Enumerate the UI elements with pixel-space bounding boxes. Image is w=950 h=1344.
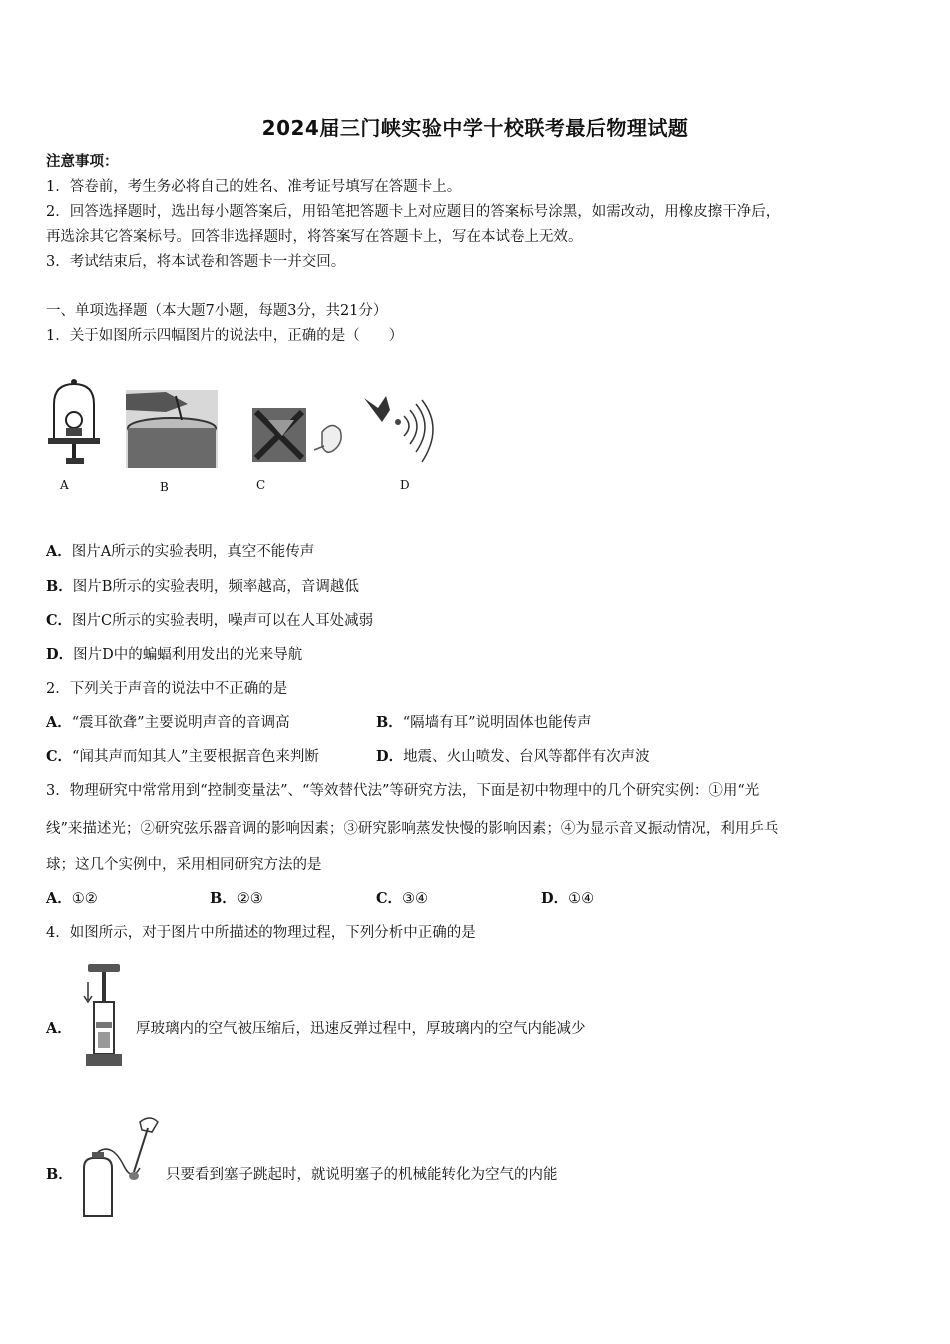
notice-item-2-cont: 再选涂其它答案标号。回答非选择题时，将答案写在答题卡上，写在本试卷上无效。 — [46, 229, 583, 245]
question-4-option-b-text: 只要看到塞子跳起时，就说明塞子的机械能转化为空气的内能 — [166, 1167, 558, 1183]
bat-figure — [360, 392, 446, 470]
figure-label-b: B — [160, 480, 169, 494]
question-1-figures — [44, 372, 449, 497]
question-3-stem-line-1: 3．物理研究中常常用到“控制变量法”、“等效替代法”等研究方法，下面是初中物理中的几个研究实例：①用“光 — [46, 783, 760, 799]
question-1-stem: 1．关于如图所示四幅图片的说法中，正确的是（ ） — [46, 328, 404, 344]
question-3-stem-line-2: 线”来描述光；②研究弦乐器音调的影响因素；③研究影响蒸发快慢的影响因素；④为显示音叉振动情况，利用乒乓 — [46, 821, 779, 837]
section-heading: 一、单项选择题（本大题7小题，每题3分，共21分） — [46, 303, 388, 319]
question-3-option-b: B．②③ — [210, 890, 263, 907]
noise-sign-figure — [250, 406, 346, 464]
question-4-option-a-label: A． — [46, 1020, 72, 1037]
question-2-option-c: C．“闻其声而知其人”主要根据音色来判断 — [46, 748, 319, 765]
question-1-option-c: C．图片C所示的实验表明，噪声可以在人耳处减弱 — [46, 612, 374, 629]
figure-label-c: C — [256, 478, 266, 492]
question-1-option-a: A．图片A所示的实验表明，真空不能传声 — [46, 543, 315, 560]
question-4-option-a-text: 厚玻璃内的空气被压缩后，迅速反弹过程中，厚玻璃内的空气内能减少 — [136, 1021, 586, 1037]
question-4-stem: 4．如图所示，对于图片中所描述的物理过程，下列分析中正确的是 — [46, 925, 476, 941]
question-4-option-b-label: B． — [46, 1166, 73, 1183]
question-2-stem: 2．下列关于声音的说法中不正确的是 — [46, 681, 288, 697]
notice-heading: 注意事项： — [46, 153, 119, 170]
drum-figure — [126, 390, 218, 468]
compression-cylinder-figure — [80, 962, 128, 1070]
notice-item-2: 2．回答选择题时，选出每小题答案后，用铅笔把答题卡上对应题目的答案标号涂黑，如需改动，用橡皮擦干净后， — [46, 204, 781, 220]
question-2-option-a: A．“震耳欲聋”主要说明声音的音调高 — [46, 714, 290, 731]
question-2-option-b: B．“隔墙有耳”说明固体也能传声 — [376, 714, 592, 731]
page-title: 2024届三门峡实验中学十校联考最后物理试题 — [261, 116, 689, 140]
notice-item-1: 1．答卷前，考生务必将自己的姓名、准考证号填写在答题卡上。 — [46, 179, 462, 195]
figure-label-d: D — [400, 478, 410, 492]
question-1-option-d: D．图片D中的蝙蝠利用发出的光来导航 — [46, 646, 303, 663]
question-1-option-b: B．图片B所示的实验表明，频率越高，音调越低 — [46, 578, 359, 595]
question-3-option-d: D．①④ — [541, 890, 595, 907]
question-2-option-d: D．地震、火山喷发、台风等都伴有次声波 — [376, 748, 650, 765]
question-3-option-c: C．③④ — [376, 890, 429, 907]
notice-item-3: 3．考试结束后，将本试卷和答题卡一并交回。 — [46, 254, 346, 270]
figure-label-a: A — [60, 478, 69, 492]
bell-jar-figure — [44, 376, 104, 476]
question-3-stem-line-3: 球；这几个实例中，采用相同研究方法的是 — [46, 857, 322, 873]
bottle-pump-figure — [78, 1112, 162, 1222]
question-3-option-a: A．①② — [46, 890, 98, 907]
